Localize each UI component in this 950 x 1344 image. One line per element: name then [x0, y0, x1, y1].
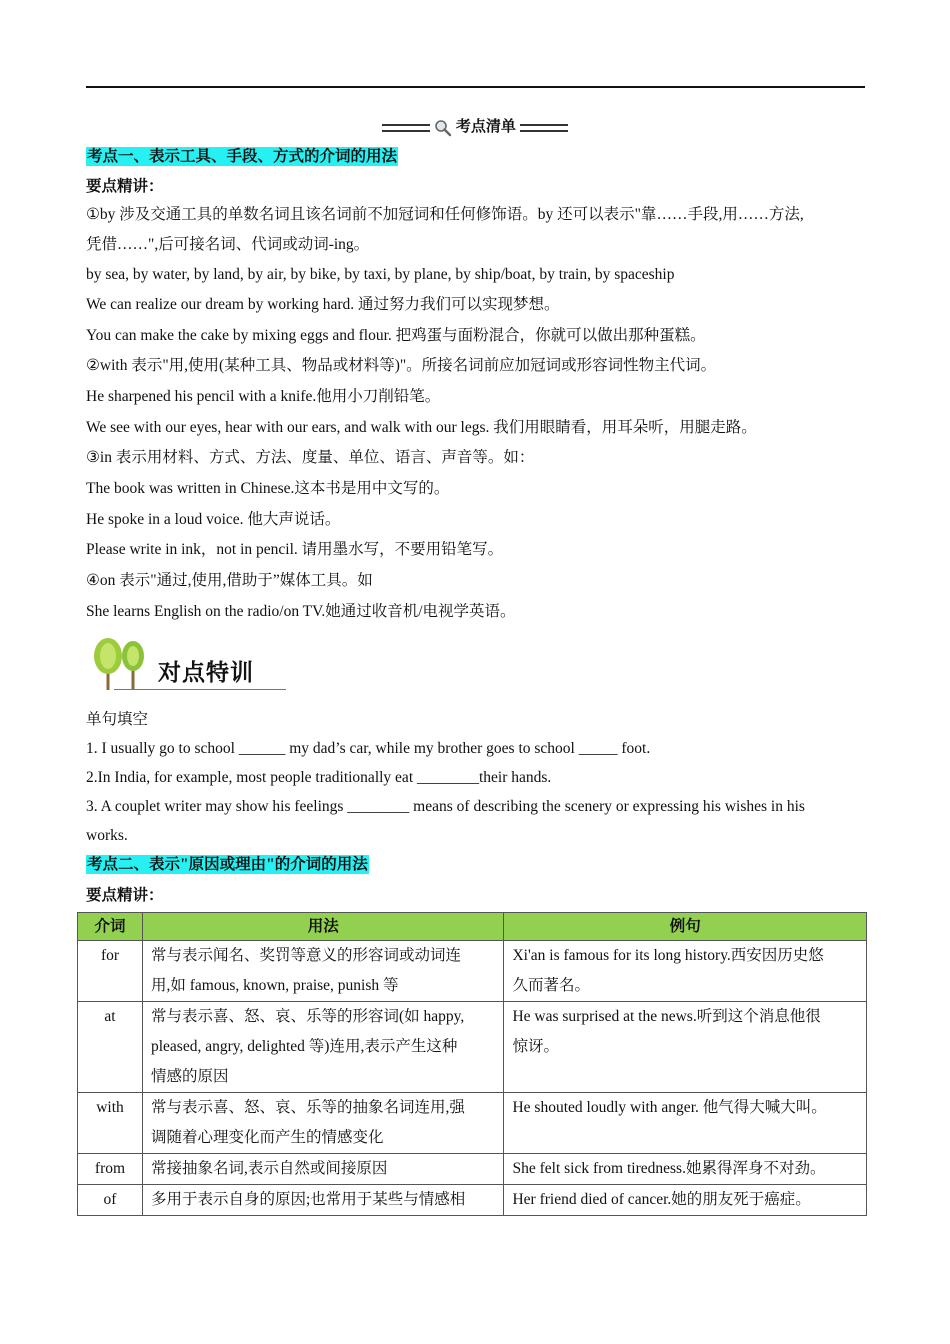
- section1-line: The book was written in Chinese.这本书是用中文写的。: [86, 480, 450, 497]
- tree-icon: [86, 636, 156, 692]
- usage-cell: 常与表示喜、怒、哀、乐等的形容词(如 happy, pleased, angry, delighted 等)连用,表示产生这种 情感的原因: [142, 1002, 504, 1093]
- example-cell: He was surprised at the news.听到这个消息他很 惊讶。: [504, 1002, 867, 1093]
- section1-line: ④on 表示"通过,使用,借助于”媒体工具。如: [86, 572, 373, 589]
- table-row: [78, 1185, 867, 1216]
- question-2: 2.In India, for example, most people traditionally eat ________their hands.: [86, 769, 552, 786]
- training-banner: [86, 636, 288, 692]
- training-subtitle: 单句填空: [86, 711, 149, 728]
- section1-line: He sharpened his pencil with a knife.他用小刀削铅笔。: [86, 388, 441, 405]
- example-cell: Her friend died of cancer.她的朋友死于癌症。: [504, 1185, 867, 1216]
- header-example: 例句: [504, 913, 867, 941]
- prep-cell: at: [78, 1002, 143, 1093]
- table-row: [78, 1002, 867, 1093]
- table-header-row: [78, 913, 867, 941]
- section1-line: by sea, by water, by land, by air, by bike, by taxi, by plane, by ship/boat, by train, by spaceship: [86, 266, 675, 283]
- example-cell: He shouted loudly with anger. 他气得大喊大叫。: [504, 1093, 867, 1154]
- section1-title: 考点一、表示工具、手段、方式的介词的用法: [87, 148, 398, 165]
- section1-line: He spoke in a loud voice. 他大声说话。: [86, 511, 341, 528]
- example-cell: Xi'an is famous for its long history.西安因历史悠 久而著名。: [504, 941, 867, 1002]
- section1-line: ①by 涉及交通工具的单数名词且该名词前不加冠词和任何修饰语。by 还可以表示"靠……手段,用……方法,: [86, 206, 804, 223]
- section2-subtitle: 要点精讲：: [86, 887, 164, 904]
- example-cell: She felt sick from tiredness.她累得浑身不对劲。: [504, 1154, 867, 1185]
- banner-right-lines: [520, 124, 568, 132]
- section1-line: She learns English on the radio/on TV.她通过收音机/电视学英语。: [86, 603, 516, 620]
- section-banner: [0, 115, 950, 137]
- section1-line: 凭借……",后可接名词、代词或动词-ing。: [86, 236, 370, 253]
- usage-cell: 多用于表示自身的原因;也常用于某些与情感相: [142, 1185, 504, 1216]
- top-rule: [86, 86, 865, 88]
- training-underline: [114, 689, 286, 690]
- prep-cell: for: [78, 941, 143, 1002]
- section1-line: Please write in ink，not in pencil. 请用墨水写，不要用铅笔写。: [86, 541, 504, 558]
- section1-line: ③in 表示用材料、方式、方法、度量、单位、语言、声音等。如：: [86, 449, 535, 466]
- reason-prepositions-table: [77, 912, 867, 1216]
- prep-cell: with: [78, 1093, 143, 1154]
- prep-cell: from: [78, 1154, 143, 1185]
- section1-line: We see with our eyes, hear with our ears, and walk with our legs. 我们用眼睛看，用耳朵听，用腿走路。: [86, 419, 757, 436]
- table-row: [78, 941, 867, 1002]
- header-usage: 用法: [142, 913, 504, 941]
- usage-cell: 常与表示喜、怒、哀、乐等的抽象名词连用,强 调随着心理变化而产生的情感变化: [142, 1093, 504, 1154]
- banner-left-lines: [382, 124, 430, 132]
- section1-line: We can realize our dream by working hard. 通过努力我们可以实现梦想。: [86, 296, 560, 313]
- question-3-cont: works.: [86, 827, 128, 844]
- section1-line: ②with 表示"用,使用(某种工具、物品或材料等)"。所接名词前应加冠词或形容词性物主代词。: [86, 357, 717, 374]
- section1-line: You can make the cake by mixing eggs and flour. 把鸡蛋与面粉混合，你就可以做出那种蛋糕。: [86, 327, 706, 344]
- usage-cell: 常接抽象名词,表示自然或间接原因: [142, 1154, 504, 1185]
- usage-cell: 常与表示闻名、奖罚等意义的形容词或动词连 用,如 famous, known, praise, punish 等: [142, 941, 504, 1002]
- question-1: 1. I usually go to school ______ my dad’s car, while my brother goes to school _____ foot.: [86, 740, 651, 757]
- table-row: [78, 1154, 867, 1185]
- prep-cell: of: [78, 1185, 143, 1216]
- section1-subtitle: 要点精讲：: [86, 178, 164, 195]
- magnifier-icon: [434, 119, 452, 137]
- banner-title: 考点清单: [455, 119, 516, 135]
- question-3: 3. A couplet writer may show his feelings ________ means of describing the scenery or expressing his wishes in his: [86, 798, 805, 815]
- section2-title: 考点二、表示"原因或理由"的介词的用法: [87, 856, 368, 873]
- header-preposition: 介词: [78, 913, 143, 941]
- training-title: 对点特训: [158, 660, 254, 686]
- table-row: [78, 1093, 867, 1154]
